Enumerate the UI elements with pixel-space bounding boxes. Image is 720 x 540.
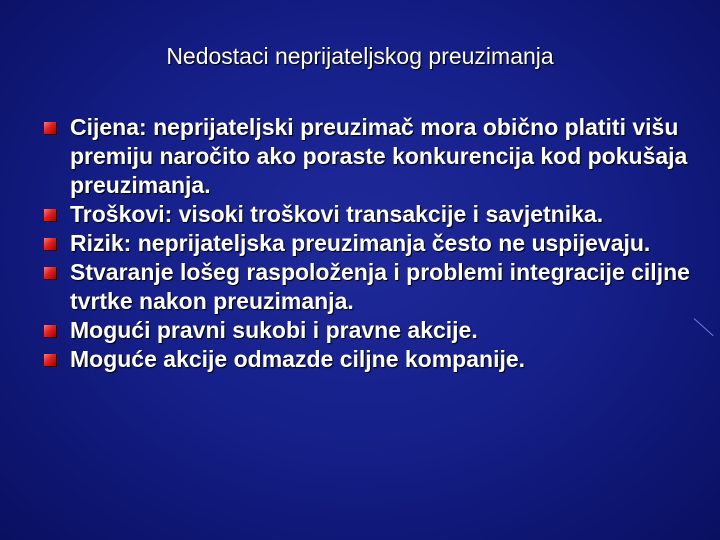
square-bullet-icon [44, 267, 56, 279]
bullet-item [44, 316, 704, 345]
bullet-item [44, 229, 704, 258]
bullet-text: Troškovi: visoki troškovi transakcije i savjetnika. [70, 201, 604, 227]
square-bullet-icon [44, 238, 56, 250]
bullet-text: Stvaranje lošeg raspoloženja i problemi integracije ciljne tvrtke nakon preuzimanja. [70, 259, 690, 314]
bullet-text: Mogući pravni sukobi i pravne akcije. [70, 317, 478, 343]
square-bullet-icon [44, 325, 56, 337]
bullet-item [44, 200, 704, 229]
square-bullet-icon [44, 122, 56, 134]
bullet-item [44, 113, 704, 200]
bullet-item [44, 345, 704, 374]
square-bullet-icon [44, 209, 56, 221]
bullet-text: Moguće akcije odmazde ciljne kompanije. [70, 346, 526, 372]
square-bullet-icon [44, 354, 56, 366]
bullet-list [44, 113, 704, 374]
bullet-item [44, 258, 704, 316]
slide-title: Nedostaci neprijateljskog preuzimanja [166, 43, 554, 69]
bullet-text: Rizik: neprijateljska preuzimanja često ne uspijevaju. [70, 230, 651, 256]
bullet-text: Cijena: neprijateljski preuzimač mora obično platiti višu premiju naročito ako poraste konkurencija kod pokušaja preuzimanja. [70, 114, 688, 198]
